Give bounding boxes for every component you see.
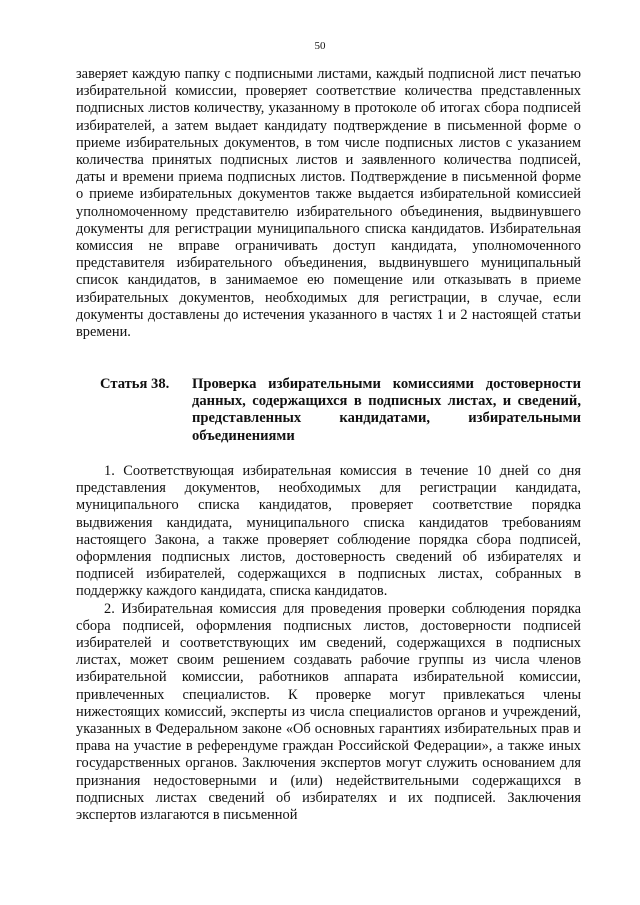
article-paragraph-1: 1. Соответствующая избирательная комиссия в течение 10 дней со дня представления документов, необходимых для регистрации кандидата, муниципального списка кандидатов, проверяет соответствие порядка выдвижения кандидата, муниципального списка кандидатов требованиям настоящего Закона, а также проверяет соблюдение порядка сбора подписей, оформления подписных листов, достоверность сведений об избирателях и подписей избирателей, содержащихся в подписных листах, собранных в поддержку каждого кандидата, списка кандидатов. — [76, 463, 581, 600]
continued-paragraph: заверяет каждую папку с подписными листами, каждый подписной лист печатью избирательной комиссии, проверяет соответствие количества представленных подписных листов количеству, указанному в протоколе об итогах сбора подписей избирателей, а затем выдает кандидату подтверждение в письменной форме о приеме избирательных документов, в том числе подписных листов с указанием количества принятых подписных листов и заявленного количества подписей, даты и времени приема подписных листов. Подтверждение в письменной форме о приеме избирательных документов также выдается избирательной комиссией уполномоченному представителю избирательного объединения, выдвинувшего документы для регистрации муниципального списка кандидатов. Избирательная комиссия не вправе ограничивать доступ кандидата, уполномоченного представителя избирательного объединения, выдвинувшего муниципальный список кандидатов, в занимаемое ею помещение или отказывать в приеме избирательных документов, необходимых для регистрации, в случае, если документы доставлены до истечения указанного в частях 1 и 2 настоящей статьи времени. — [76, 66, 581, 341]
article-title: Проверка избирательными комиссиями достоверности данных, содержащихся в подписных листах, и сведений, представленных кандидатами, избирательными объединениями — [192, 376, 581, 444]
continued-paragraph-container — [76, 66, 581, 341]
article-body — [76, 463, 581, 824]
article-number: Статья 38. — [100, 376, 170, 392]
page-number: 50 — [314, 40, 326, 52]
article-paragraph-2: 2. Избирательная комиссия для проведения проверки соблюдения порядка сбора подписей, оформления подписных листов, достоверности подписей избирателей и соответствующих им сведений, содержащихся в подписных листах, может своим решением создавать рабочие группы из числа членов избирательной комиссии, работников аппарата избирательной комиссии, привлеченных специалистов. К проверке могут привлекаться члены нижестоящих комиссий, эксперты из числа специалистов органов и учреждений, указанных в Федеральном законе «Об основных гарантиях избирательных прав и права на участие в референдуме граждан Российской Федерации», а также иных государственных органов. Заключения экспертов могут служить основанием для признания недостоверными и (или) недействительными содержащихся в подписных листах сведений об избирателях и их подписей. Заключения экспертов излагаются в письменной — [76, 600, 581, 824]
